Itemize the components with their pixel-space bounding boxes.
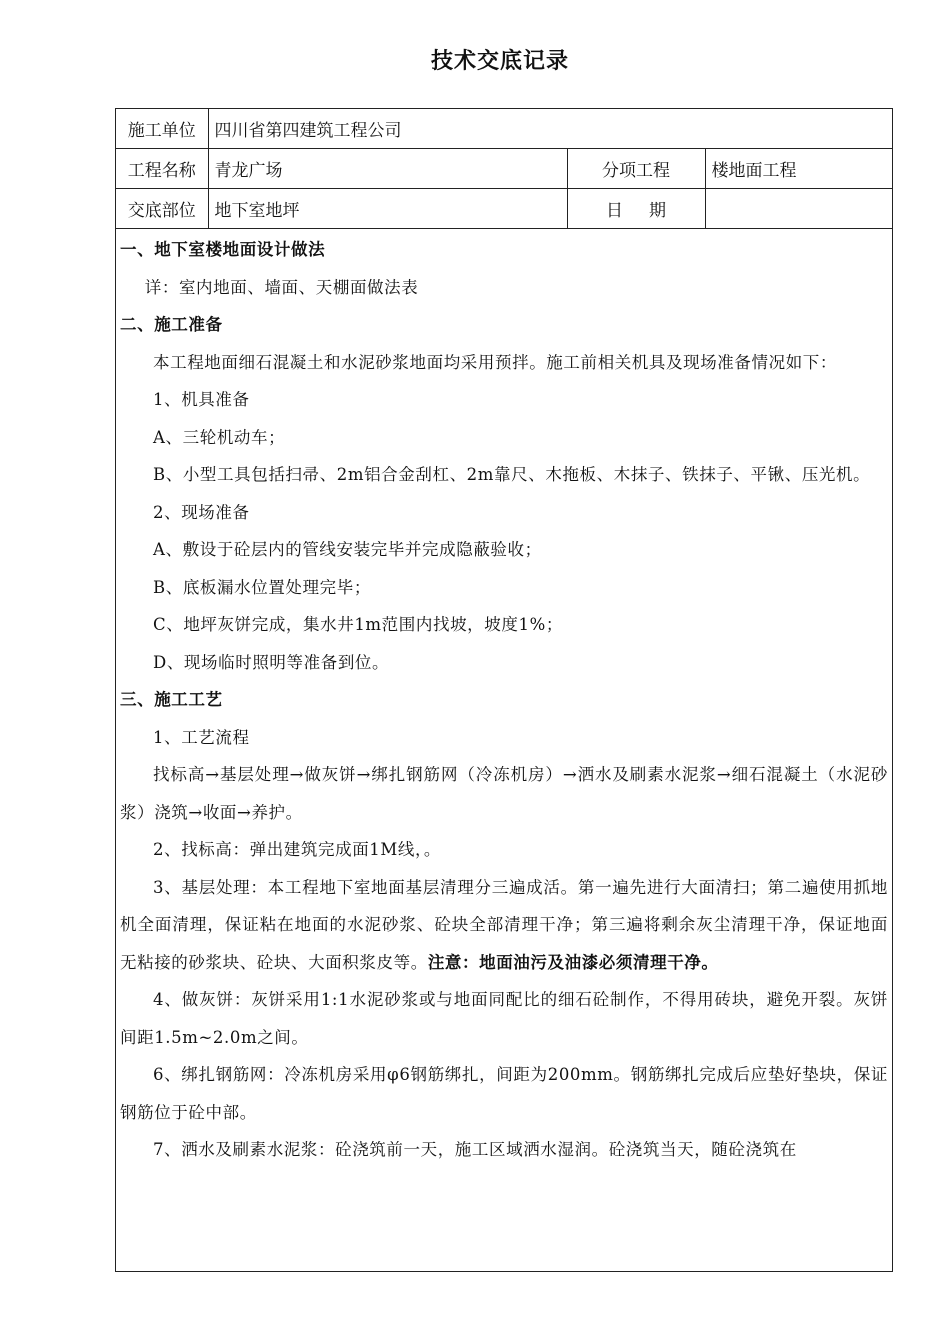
base-treatment-text: 3、基层处理：本工程地下室地面基层清理分三遍成活。第一遍先进行大面清扫；第二遍使用抓地机全面清理，保证粘在地面的水泥砂浆、砼块全部清理干净；第三遍将剩余灰尘清理干净，保证地面无粘接的砂浆块、砼块、大面积浆皮等。 [120, 877, 888, 972]
project-label: 工程名称 [116, 149, 208, 189]
date-value [705, 189, 893, 229]
site-prep-item-a: A、敷设于砼层内的管线安装完毕并完成隐蔽验收； [153, 540, 542, 559]
sub-project-value: 楼地面工程 [705, 149, 893, 189]
tools-item-b: B、小型工具包括扫帚、2m铝合金刮杠、2m靠尺、木拖板、木抹子、铁抹子、平锹、压光机。 [153, 465, 871, 484]
tools-title: 1、机具准备 [153, 390, 250, 409]
project-value: 青龙广场 [208, 149, 567, 189]
record-form [115, 108, 893, 1272]
date-label: 日期 [567, 189, 705, 229]
process-flow-title: 1、工艺流程 [153, 727, 250, 747]
section-2-title: 二、施工准备 [120, 315, 223, 334]
step-find-elevation: 2、找标高：弹出建筑完成面1M线，。 [153, 840, 441, 859]
step-base-treatment [120, 869, 888, 982]
part-label: 交底部位 [116, 189, 208, 229]
disclosure-content [116, 229, 892, 1169]
document-title: 技术交底记录 [430, 49, 569, 74]
part-value: 地下室地坪 [208, 189, 567, 229]
section-1-text: 详：室内地面、墙面、天棚面做法表 [144, 277, 419, 297]
site-prep-title: 2、现场准备 [153, 502, 250, 522]
base-treatment-note: 注意：地面油污及油漆必须清理干净。 [427, 952, 719, 972]
sub-project-label: 分项工程 [567, 149, 705, 189]
unit-value: 四川省第四建筑工程公司 [208, 109, 893, 149]
site-prep-item-d: D、现场临时照明等准备到位。 [153, 652, 390, 672]
tools-item-a: A、三轮机动车； [153, 427, 286, 447]
process-flow-text: 找标高→基层处理→做灰饼→绑扎钢筋网（冷冻机房）→洒水及刷素水泥浆→细石混凝土（水泥砂浆）浇筑→收面→养护。 [120, 765, 888, 822]
site-prep-item-b: B、底板漏水位置处理完毕； [153, 577, 371, 597]
section-2-intro: 本工程地面细石混凝土和水泥砂浆地面均采用预拌。施工前相关机具及现场准备情况如下： [153, 352, 837, 372]
section-3-title: 三、施工工艺 [120, 690, 223, 709]
step-watering: 7、洒水及刷素水泥浆：砼浇筑前一天，施工区域洒水湿润。砼浇筑当天，随砼浇筑在 [153, 1140, 797, 1159]
section-1-title: 一、地下室楼地面设计做法 [120, 240, 326, 259]
step-rebar-mesh: 6、绑扎钢筋网：冷冻机房采用φ6钢筋绑扎，间距为200mm。钢筋绑扎完成后应垫好垫块，保证钢筋位于砼中部。 [120, 1065, 888, 1122]
unit-label: 施工单位 [116, 109, 208, 149]
site-prep-item-c: C、地坪灰饼完成，集水井1m范围内找坡，坡度1%； [153, 615, 563, 634]
header-table [116, 109, 893, 229]
step-mortar-dots: 4、做灰饼：灰饼采用1:1水泥砂浆或与地面同配比的细石砼制作，不得用砖块，避免开裂。灰饼间距1.5m~2.0m之间。 [120, 990, 888, 1047]
